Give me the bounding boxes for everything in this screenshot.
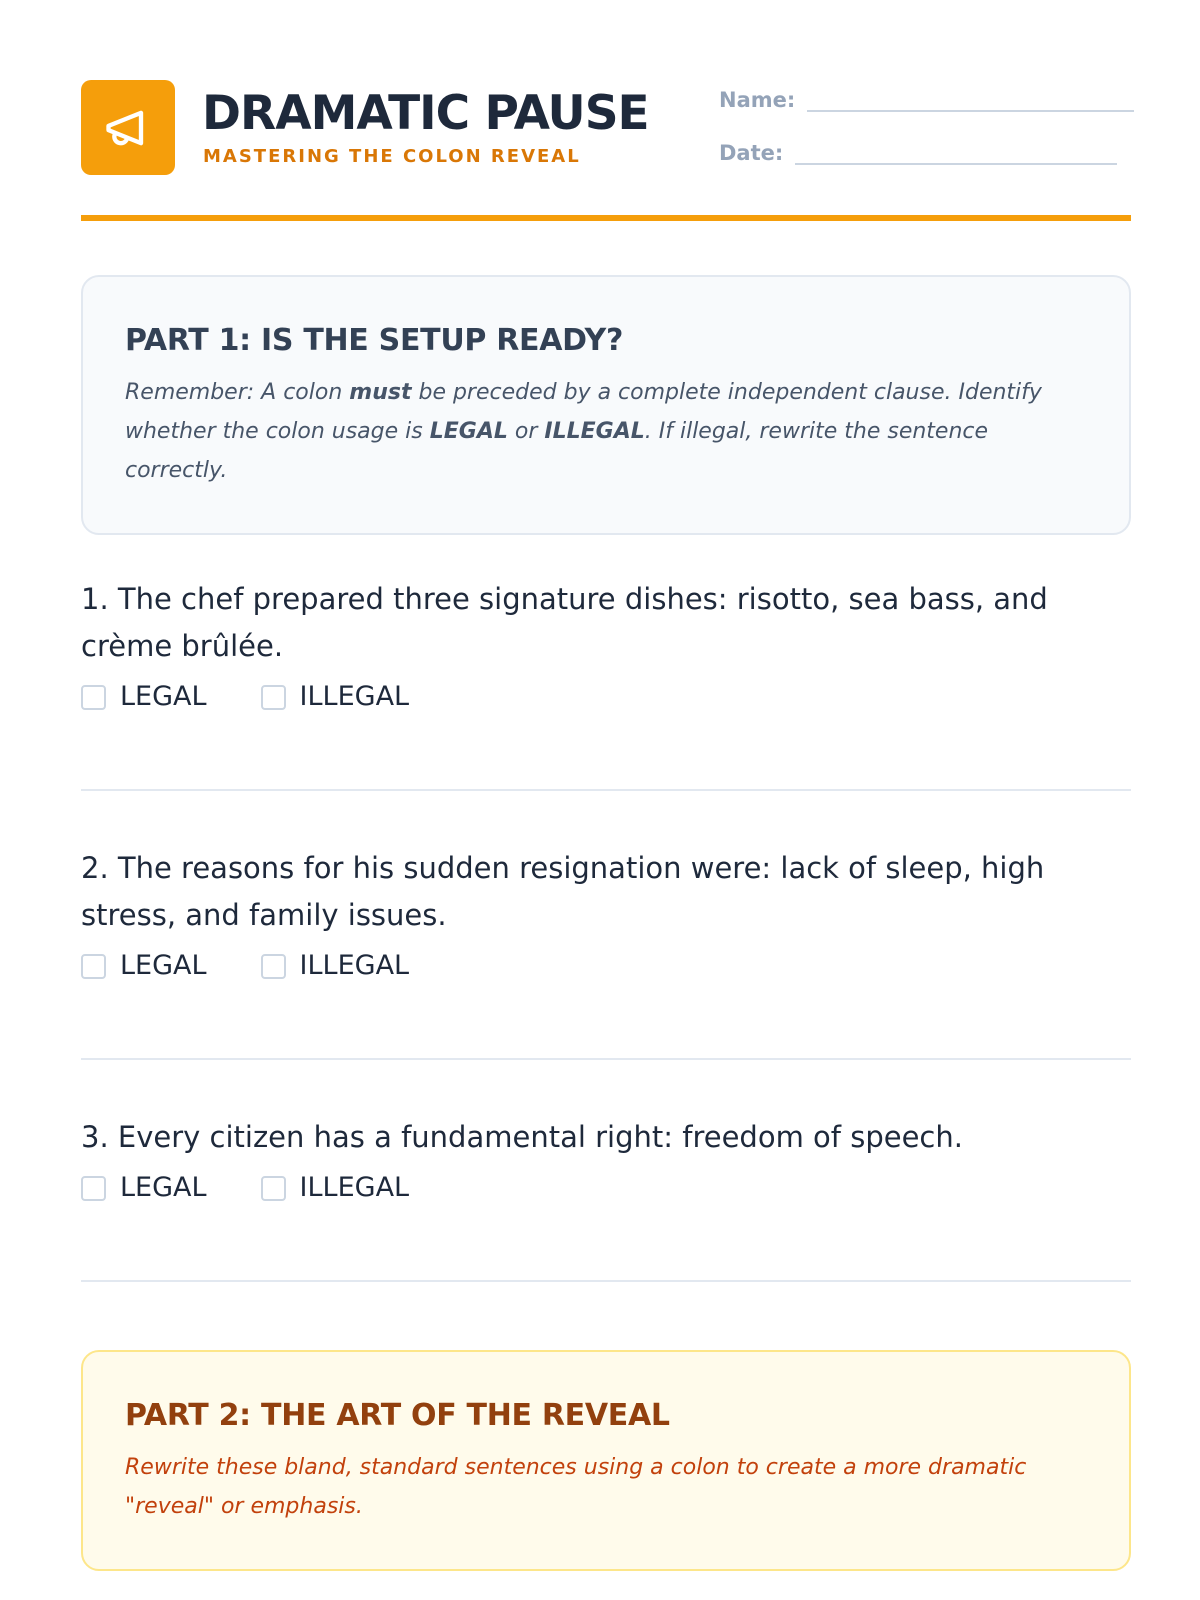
option-label: LEGAL: [120, 1172, 207, 1203]
option-illegal[interactable]: [261, 951, 410, 981]
question-1: [81, 576, 1131, 712]
page-title: DRAMATIC PAUSE: [202, 86, 649, 141]
worksheet-header: [81, 80, 1131, 180]
option-legal[interactable]: [81, 951, 207, 981]
answer-options: [81, 682, 1131, 712]
part2-instructions: Rewrite these bland, standard sentences using a colon to create a more dramatic "reveal" or emphasis.: [125, 1455, 1027, 1519]
option-label: ILLEGAL: [299, 950, 410, 981]
question-3: [81, 1114, 1131, 1203]
option-illegal[interactable]: [261, 682, 410, 712]
part1-instructions: [125, 373, 1089, 490]
legal-checkbox[interactable]: [81, 685, 106, 710]
part1-instr-emphasis-illegal: ILLEGAL: [544, 419, 645, 444]
part1-instr-emphasis-legal: LEGAL: [429, 419, 508, 444]
date-field: [719, 141, 1117, 165]
option-legal[interactable]: [81, 682, 207, 712]
option-label: LEGAL: [120, 950, 207, 981]
part1-instr-text-1: Remember: A colon: [125, 380, 350, 405]
name-field: [719, 88, 1134, 112]
logo-badge: [81, 80, 175, 175]
part2-instructions-panel: [81, 1350, 1131, 1571]
part1-instr-text-4: . If illegal, rewrite the sentence correctly.: [125, 419, 989, 483]
question-text: 3. Every citizen has a fundamental right: freedom of speech.: [81, 1120, 963, 1154]
part1-instr-emphasis-must: must: [349, 380, 412, 405]
question-2: [81, 845, 1131, 981]
megaphone-icon: [102, 102, 154, 154]
name-label: Name:: [719, 88, 796, 112]
option-label: ILLEGAL: [299, 1172, 410, 1203]
worksheet-page: [81, 0, 1131, 1600]
part1-heading: PART 1: IS THE SETUP READY?: [125, 323, 624, 358]
header-divider: [81, 215, 1131, 221]
illegal-checkbox[interactable]: [261, 685, 286, 710]
part1-instr-text-2: be preceded by a complete independent clause. Identify whether the colon usage is: [125, 380, 1042, 444]
option-label: ILLEGAL: [299, 681, 410, 712]
option-label: LEGAL: [120, 681, 207, 712]
question-text: 1. The chef prepared three signature dishes: risotto, sea bass, and crème brûlée.: [81, 582, 1048, 663]
page-subtitle: MASTERING THE COLON REVEAL: [203, 146, 581, 167]
legal-checkbox[interactable]: [81, 954, 106, 979]
illegal-checkbox[interactable]: [261, 1176, 286, 1201]
date-label: Date:: [719, 141, 784, 165]
illegal-checkbox[interactable]: [261, 954, 286, 979]
option-illegal[interactable]: [261, 1173, 410, 1203]
answer-options: [81, 951, 1131, 981]
part1-instr-text-3: or: [507, 419, 545, 444]
question-text: 2. The reasons for his sudden resignation were: lack of sleep, high stress, and family issues.: [81, 851, 1045, 932]
question-divider: [81, 789, 1131, 791]
legal-checkbox[interactable]: [81, 1176, 106, 1201]
date-input-line[interactable]: [795, 143, 1117, 165]
part2-heading: PART 2: THE ART OF THE REVEAL: [125, 1398, 670, 1433]
answer-options: [81, 1173, 1131, 1203]
name-input-line[interactable]: [807, 90, 1134, 112]
part1-instructions-panel: [81, 275, 1131, 535]
option-legal[interactable]: [81, 1173, 207, 1203]
question-divider: [81, 1058, 1131, 1060]
question-divider: [81, 1280, 1131, 1282]
